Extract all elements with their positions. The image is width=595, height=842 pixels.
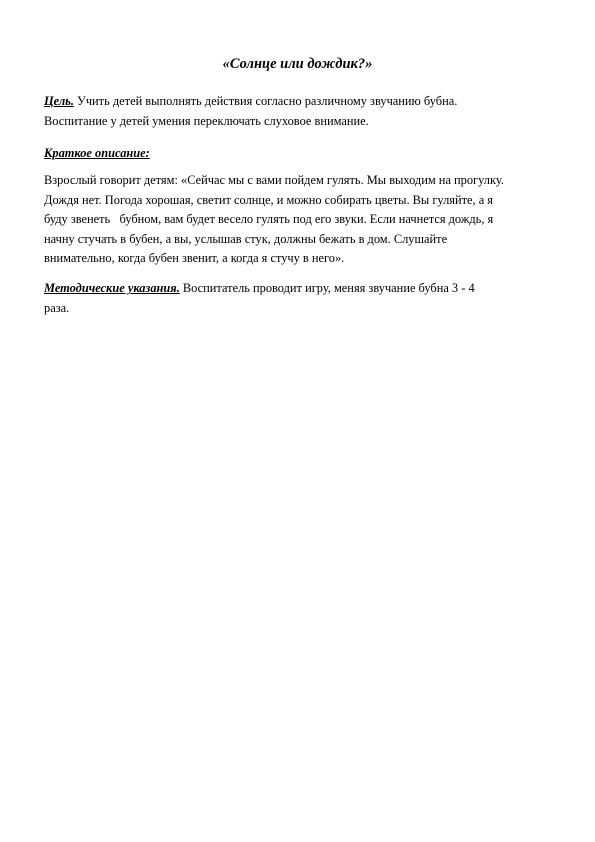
description-line: Дождя нет. Погода хорошая, светит солнце, и можно собирать цветы. Вы гуляйте, а я <box>44 192 494 207</box>
description-line: начну стучать в бубен, а вы, услышав стук, должны бежать в дом. Слушайте <box>44 231 448 246</box>
method-line-1 <box>44 279 564 299</box>
goal-label: Цель. <box>44 94 74 108</box>
method-section <box>44 279 564 318</box>
description-label: Краткое описание: <box>44 146 150 160</box>
page-title: «Солнце или дождик?» <box>222 56 373 72</box>
goal-line-1 <box>44 92 564 112</box>
method-label: Методические указания. <box>44 281 180 295</box>
description-line: буду звенеть бубном, вам будет весело гулять под его звуки. Если начнется дождь, я <box>44 212 494 226</box>
description-paragraph <box>44 171 564 269</box>
goal-section <box>44 92 564 131</box>
description-line: внимательно, когда бубен звенит, а когда я стучу в него». <box>44 251 345 265</box>
goal-text: Учить детей выполнять действия согласно различному звучанию бубна. <box>73 94 458 108</box>
method-line-2: раза. <box>44 300 70 315</box>
goal-line-2: Воспитание у детей умения переключать слуховое внимание. <box>44 113 369 128</box>
description-heading-block <box>44 144 564 164</box>
description-line: Взрослый говорит детям: «Сейчас мы с вами пойдем гулять. Мы выходим на прогулку. <box>44 173 504 187</box>
method-text: Воспитатель проводит игру, меняя звучание бубна 3 - 4 <box>179 281 475 295</box>
